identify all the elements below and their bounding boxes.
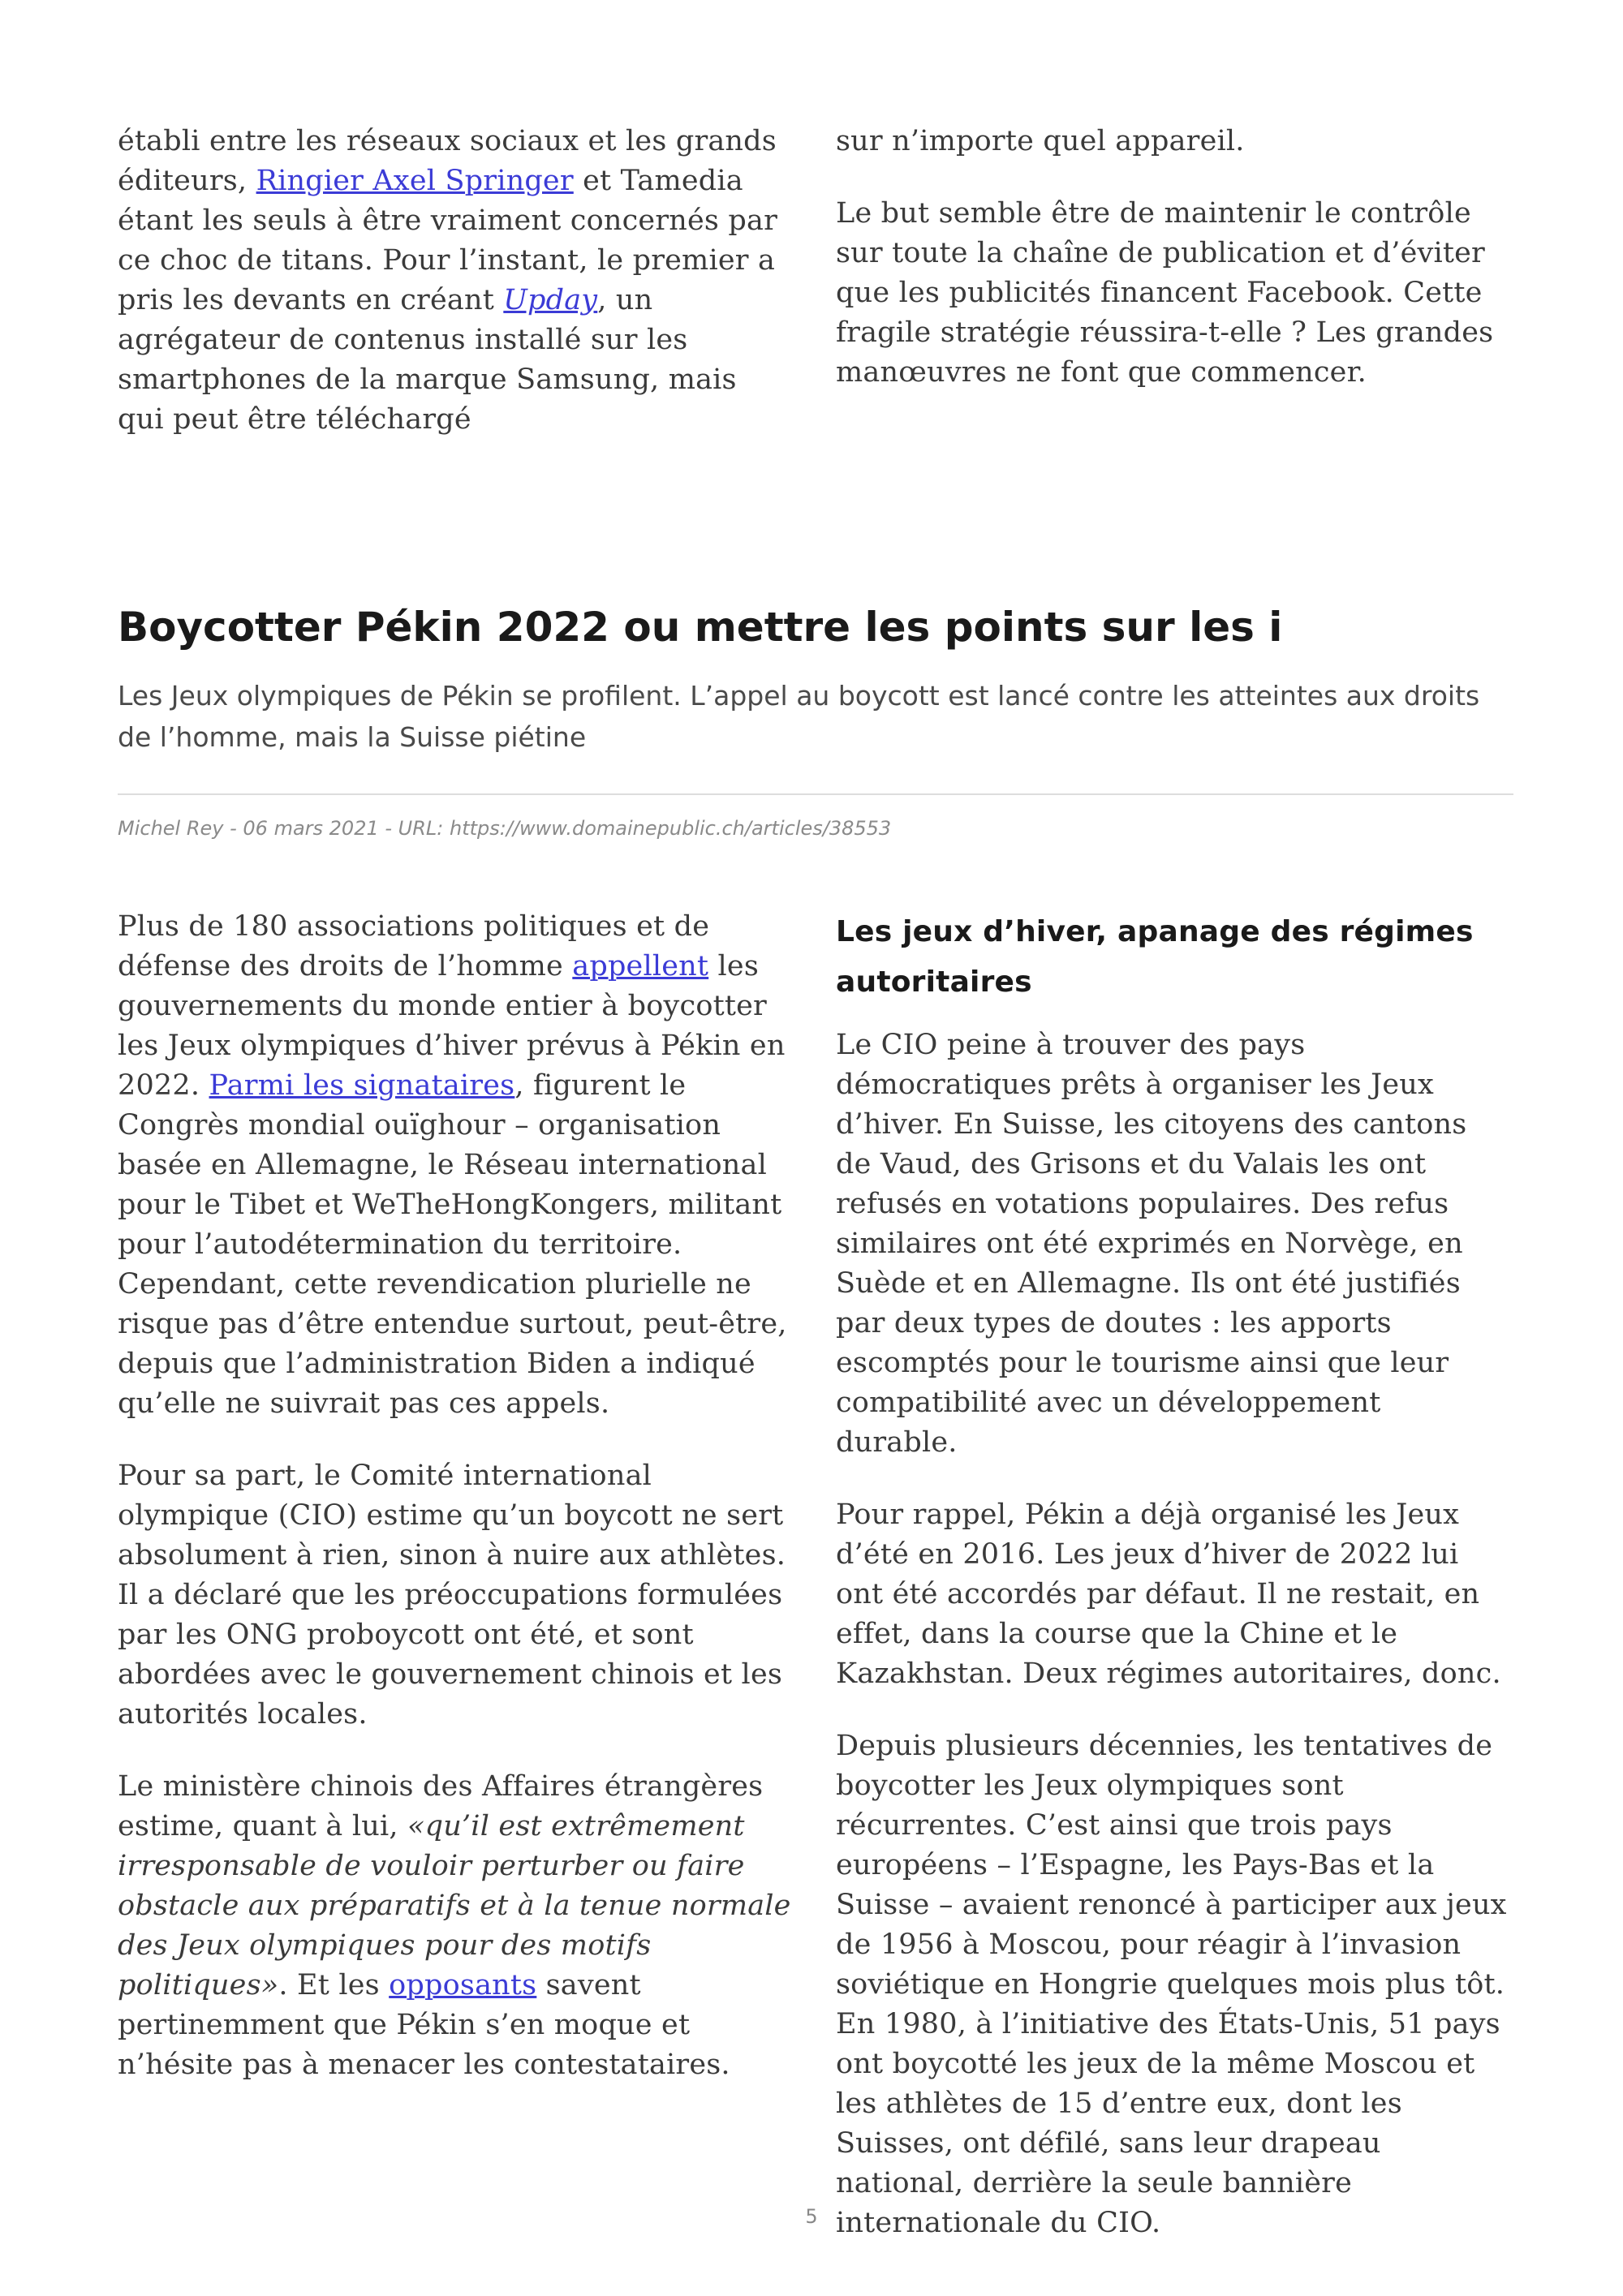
section-heading: Les jeux d’hiver, apanage des régimes autoritaires [836,915,1474,999]
link-ringier-axel-springer[interactable]: Ringier Axel Springer [256,165,574,197]
paragraph: Pour sa part, le Comité international olympique (CIO) estime qu’un boycott ne sert absolument à rien, sinon à nuire aux athlètes. Il a déclaré que les préoccupations formulées par les ONG proboycott ont été, et sont abordées avec le gouvernement chinois et les autorités locales. [118,1460,786,1731]
link-opposants[interactable]: opposants [389,1969,537,2001]
article-title: Boycotter Pékin 2022 ou mettre les points sur les i [118,604,1283,651]
previous-article-left-column [118,122,791,472]
article-right-column [836,907,1509,2276]
quote: «qu’il est extrêmement irresponsable de vouloir perturber ou faire obstacle aux préparatifs et à la tenue normale des Jeux olympiques pour des motifs politiques» [118,1810,791,2001]
article-left-column [118,907,791,2118]
paragraph: Le but semble être de maintenir le contrôle sur toute la chaîne de publication et d’éviter que les publicités financent Facebook. Cette fragile stratégie réussira-t-elle ? Les grandes manœuvres ne font que commencer. [836,197,1494,389]
article-byline: Michel Rey - 06 mars 2021 - URL: https://www.domainepublic.ch/articles/38553 [118,817,892,840]
article-lead: Les Jeux olympiques de Pékin se profilent. L’appel au boycott est lancé contre les atteintes aux droits de l’homme, mais la Suisse piétine [118,680,1480,753]
link-parmi-les-signataires[interactable]: Parmi les signataires [209,1069,515,1102]
paragraph: établi entre les réseaux sociaux et les grands éditeurs, Ringier Axel Springer et Tamedia étant les seuls à être vraiment concernés par ce choc de titans. Pour l’instant, le premier a pris les devants en créant Upday, un agrégateur de contenus installé sur les smartphones de la marque Samsung, mais qui peut être téléchargé [118,125,778,436]
paragraph: Pour rappel, Pékin a déjà organisé les Jeux d’été en 2016. Les jeux d’hiver de 2022 lui ont été accordés par défaut. Il ne restait, en effet, dans la course que la Chine et le Kazakhstan. Deux régimes autoritaires, donc. [836,1498,1501,1690]
link-appellent[interactable]: appellent [572,950,709,982]
paragraph: Le CIO peine à trouver des pays démocratiques prêts à organiser les Jeux d’hiver. En Suisse, les citoyens des cantons de Vaud, des Grisons et du Valais les ont refusés en votations populaires. Des refus similaires ont été exprimés en Norvège, en Suède et en Allemagne. Ils ont été justifiés par deux types de doutes : les apports escomptés pour le tourisme ainsi que leur compatibilité avec un développement durable. [836,1029,1467,1459]
paragraph: Depuis plusieurs décennies, les tentatives de boycotter les Jeux olympiques sont récurrentes. C’est ainsi que trois pays européens – l’Espagne, les Pays-Bas et la Suisse – avaient renoncé à participer aux jeux de 1956 à Moscou, pour réagir à l’invasion soviétique en Hongrie quelques mois plus tôt. En 1980, à l’initiative des États-Unis, 51 pays ont boycotté les jeux de la même Moscou et les athlètes de 15 d’entre eux, dont les Suisses, ont défilé, sans leur drapeau national, derrière la seule bannière internationale du CIO. [836,1730,1507,2239]
divider [118,793,1513,795]
previous-article-right-column [836,122,1509,425]
paragraph: Le ministère chinois des Affaires étrangères estime, quant à lui, «qu’il est extrêmement irresponsable de vouloir perturber ou faire obstacle aux préparatifs et à la tenue normale des Jeux olympiques pour des motifs politiques». Et les opposants savent pertinemment que Pékin s’en moque et n’hésite pas à menacer les contestataires. [118,1770,791,2081]
page-number: 5 [805,2205,818,2228]
paragraph: Plus de 180 associations politiques et de défense des droits de l’homme appellent les gouvernements du monde entier à boycotter les Jeux olympiques d’hiver prévus à Pékin en 2022. Parmi les signataires, figurent le Congrès mondial ouïghour – organisation basée en Allemagne, le Réseau international pour le Tibet et WeTheHongKongers, militant pour l’autodétermination du territoire. Cependant, cette revendication plurielle ne risque pas d’être entendue surtout, peut-être, depuis que l’administration Biden a indiqué qu’elle ne suivrait pas ces appels. [118,910,787,1420]
paragraph: sur n’importe quel appareil. [836,125,1245,157]
link-upday[interactable]: Upday [503,284,598,316]
